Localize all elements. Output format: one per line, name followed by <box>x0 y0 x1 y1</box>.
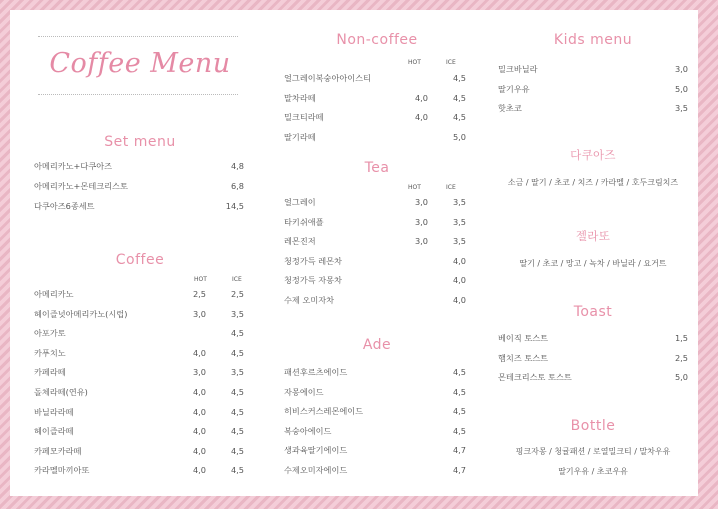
item-name: 카페모카라떼 <box>34 445 82 456</box>
menu-item-row <box>498 84 688 98</box>
menu-item-row <box>284 387 470 401</box>
ice-price: 4,5 <box>230 465 244 476</box>
item-name: 돌체라떼(연유) <box>34 387 88 397</box>
item-name: 아메리카노+몬테크리스토 <box>34 181 128 191</box>
item-price: 4,5 <box>452 425 466 436</box>
menu-item-row <box>34 387 246 401</box>
gelato-flavors: 딸기 / 초코 / 망고 / 녹차 / 바닐라 / 요거트 <box>519 259 667 268</box>
ice-price: 4,5 <box>452 73 466 83</box>
bottle-line-1: 핑크자몽 / 청귤패션 / 로열밀크티 / 말차우유 <box>515 447 671 456</box>
hot-price: 4,0 <box>192 445 206 456</box>
menu-item-row <box>498 353 688 367</box>
hot-price: 3,0 <box>192 367 206 378</box>
ice-price: 4,5 <box>230 328 244 339</box>
item-name: 히비스커스레몬에이드 <box>284 406 364 417</box>
hot-price: 4,0 <box>192 387 206 397</box>
menu-item-row <box>34 426 246 440</box>
dotted-divider-top <box>38 36 238 37</box>
item-name: 아메리카노+다쿠아즈 <box>34 161 113 171</box>
item-name: 레몬진저 <box>284 236 316 246</box>
item-name: 몬테크리스토 토스트 <box>498 372 572 382</box>
menu-item-row <box>498 372 688 386</box>
menu-item-row <box>284 256 470 270</box>
item-name: 밀크바닐라 <box>498 64 538 74</box>
item-name: 밀크티라떼 <box>284 112 324 122</box>
item-name: 카푸치노 <box>34 347 66 358</box>
menu-item-row <box>284 197 470 211</box>
item-name: 딸기우유 <box>498 83 530 94</box>
item-name: 청정가득 자몽차 <box>284 275 342 285</box>
ice-price: 3,5 <box>230 308 244 319</box>
hot-label: HOT <box>408 59 421 66</box>
item-name: 수제오미자에이드 <box>284 465 348 475</box>
menu-item-row <box>34 328 246 342</box>
hot-label: HOT <box>408 184 421 191</box>
hot-price: 4,0 <box>192 465 206 476</box>
coffee-title: Coffee <box>115 252 165 268</box>
item-name: 햄치즈 토스트 <box>498 352 549 363</box>
menu-item-row <box>498 333 688 347</box>
menu-item-row <box>34 367 246 381</box>
item-name: 자몽에이드 <box>284 386 324 397</box>
menu-item-row <box>498 64 688 78</box>
item-name: 생과육딸기에이드 <box>284 445 348 456</box>
item-name: 아포가토 <box>34 328 66 339</box>
ice-price: 4,5 <box>452 92 466 103</box>
item-price: 1,5 <box>674 333 688 343</box>
menu-item-row <box>284 465 470 479</box>
ice-price: 5,0 <box>452 131 466 142</box>
ice-price: 4,5 <box>230 406 244 417</box>
ice-price: 4,5 <box>230 387 244 397</box>
item-price: 14,5 <box>225 201 244 211</box>
menu-item-row <box>284 445 470 459</box>
ice-price: 4,0 <box>452 275 466 285</box>
hot-price: 3,0 <box>414 197 428 207</box>
item-price: 5,0 <box>674 372 688 382</box>
menu-item-row <box>284 275 470 289</box>
item-price: 6,8 <box>230 181 244 191</box>
kids-menu-title: Kids menu <box>553 32 633 48</box>
hot-price: 3,0 <box>414 236 428 246</box>
dacquoise-flavors: 소금 / 딸기 / 초코 / 치즈 / 카라멜 / 호두크림치즈 <box>507 178 679 187</box>
menu-item-row <box>34 309 246 323</box>
item-price: 3,0 <box>674 64 688 74</box>
item-price: 4,7 <box>452 445 466 456</box>
set-menu-item <box>34 181 246 195</box>
gelato-title: 젤라또 <box>575 229 611 243</box>
ice-label: ICE <box>446 59 456 66</box>
tea-title: Tea <box>364 160 390 176</box>
ice-price: 3,5 <box>230 367 244 378</box>
ice-price: 2,5 <box>230 289 244 299</box>
menu-item-row <box>34 348 246 362</box>
item-name: 헤이즐라떼 <box>34 426 74 437</box>
hot-label: HOT <box>194 276 207 283</box>
toast-title: Toast <box>573 304 613 320</box>
menu-item-row <box>284 406 470 420</box>
menu-item-row <box>284 367 470 381</box>
item-name: 얼그레이 <box>284 197 316 207</box>
menu-item-row <box>284 426 470 440</box>
hot-price: 2,5 <box>192 289 206 299</box>
item-name: 핫초코 <box>498 103 522 113</box>
ice-label: ICE <box>446 184 456 191</box>
dacquoise-title: 다쿠아즈 <box>570 148 616 162</box>
hot-price: 3,0 <box>192 308 206 319</box>
hot-price: 4,0 <box>192 426 206 437</box>
menu-item-row <box>34 465 246 479</box>
item-name: 카라멜마끼아또 <box>34 465 90 476</box>
item-name: 바닐라라떼 <box>34 406 74 417</box>
item-price: 4,5 <box>452 406 466 417</box>
bottle-title: Bottle <box>570 418 616 434</box>
ade-title: Ade <box>362 337 392 353</box>
menu-item-row <box>284 73 470 87</box>
set-menu-item <box>34 161 246 175</box>
menu-item-row <box>498 103 688 117</box>
menu-item-row <box>284 295 470 309</box>
menu-card <box>10 10 698 496</box>
logo: Coffee Menu <box>49 48 231 79</box>
menu-item-row <box>284 132 470 146</box>
item-price: 2,5 <box>674 352 688 363</box>
menu-item-row <box>34 289 246 303</box>
item-name: 아메리카노 <box>34 289 74 299</box>
item-name: 헤이즐넛아메리카노(시럽) <box>34 308 128 319</box>
ice-price: 4,5 <box>230 347 244 358</box>
hot-price: 4,0 <box>192 347 206 358</box>
item-price: 4,8 <box>230 161 244 171</box>
hot-price: 4,0 <box>192 406 206 417</box>
item-price: 4,7 <box>452 465 466 475</box>
ice-label: ICE <box>232 276 242 283</box>
ice-price: 3,5 <box>452 197 466 207</box>
item-price: 4,5 <box>452 386 466 397</box>
dotted-divider-bottom <box>38 94 238 95</box>
non-coffee-title: Non-coffee <box>336 32 418 48</box>
ice-price: 3,5 <box>452 236 466 246</box>
menu-item-row <box>284 236 470 250</box>
set-menu-item <box>34 201 246 215</box>
item-name: 타키쉬애플 <box>284 216 324 227</box>
item-name: 청정가득 레몬차 <box>284 255 342 266</box>
bottle-line-2: 딸기우유 / 초코우유 <box>558 467 628 476</box>
item-name: 딸기라떼 <box>284 131 316 142</box>
ice-price: 4,0 <box>452 255 466 266</box>
item-name: 얼그레이복숭아아이스티 <box>284 73 372 83</box>
hot-price: 4,0 <box>414 92 428 103</box>
hot-price: 4,0 <box>414 112 428 122</box>
set-menu-title: Set menu <box>104 134 176 150</box>
item-name: 복숭아에이드 <box>284 425 332 436</box>
ice-price: 4,5 <box>452 112 466 122</box>
item-price: 3,5 <box>674 103 688 113</box>
hot-price: 3,0 <box>414 216 428 227</box>
item-name: 베이직 토스트 <box>498 333 549 343</box>
ice-price: 4,0 <box>452 294 466 305</box>
ice-price: 3,5 <box>452 216 466 227</box>
item-name: 패션후르츠에이드 <box>284 367 348 377</box>
menu-item-row <box>284 93 470 107</box>
menu-item-row <box>284 112 470 126</box>
item-name: 카페라떼 <box>34 367 66 378</box>
ice-price: 4,5 <box>230 426 244 437</box>
item-price: 5,0 <box>674 83 688 94</box>
menu-item-row <box>34 407 246 421</box>
ice-price: 4,5 <box>230 445 244 456</box>
item-price: 4,5 <box>452 367 466 377</box>
item-name: 말차라떼 <box>284 92 316 103</box>
menu-item-row <box>284 217 470 231</box>
item-name: 수제 오미자차 <box>284 294 335 305</box>
menu-item-row <box>34 446 246 460</box>
item-name: 다쿠아즈6종세트 <box>34 201 95 211</box>
